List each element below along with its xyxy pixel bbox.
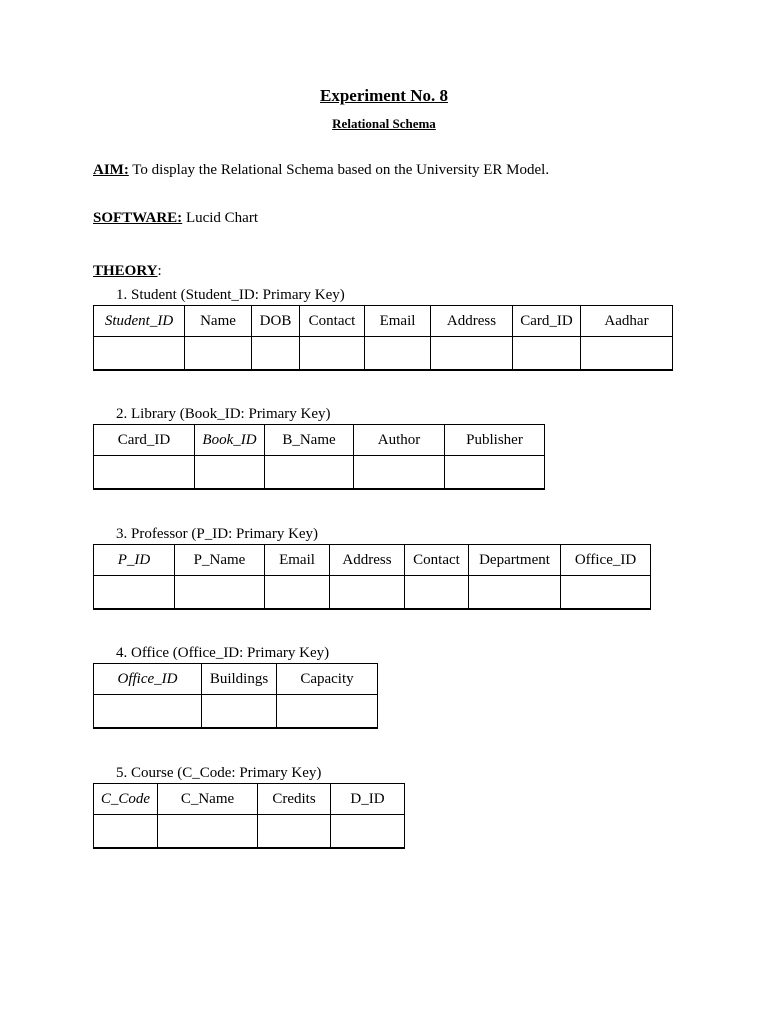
office-table bbox=[93, 663, 378, 729]
empty-cell bbox=[561, 576, 651, 610]
empty-cell bbox=[265, 576, 330, 610]
software-text: Lucid Chart bbox=[182, 210, 259, 226]
empty-cell bbox=[469, 576, 561, 610]
aim-label: AIM: bbox=[93, 162, 129, 178]
course-table bbox=[93, 783, 405, 849]
column-header: D_ID bbox=[331, 784, 405, 815]
column-header: Student_ID bbox=[94, 306, 185, 337]
empty-cell bbox=[300, 337, 365, 371]
empty-cell bbox=[94, 815, 158, 849]
table-row bbox=[94, 576, 651, 610]
software-label: SOFTWARE: bbox=[93, 210, 183, 226]
professor-table bbox=[93, 544, 651, 610]
empty-cell bbox=[252, 337, 300, 371]
column-header: Author bbox=[354, 425, 445, 456]
column-header: Card_ID bbox=[94, 425, 195, 456]
table-row bbox=[94, 695, 378, 729]
empty-cell bbox=[277, 695, 378, 729]
column-header: Book_ID bbox=[195, 425, 265, 456]
empty-cell bbox=[265, 456, 354, 490]
page-subtitle: Relational Schema bbox=[332, 116, 436, 131]
column-header: Email bbox=[265, 545, 330, 576]
empty-cell bbox=[202, 695, 277, 729]
student-caption: 1. Student (Student_ID: Primary Key) bbox=[116, 287, 345, 303]
empty-cell bbox=[94, 576, 175, 610]
empty-cell bbox=[354, 456, 445, 490]
column-header: Buildings bbox=[202, 664, 277, 695]
empty-cell bbox=[513, 337, 581, 371]
empty-cell bbox=[405, 576, 469, 610]
column-header: C_Name bbox=[158, 784, 258, 815]
column-header: DOB bbox=[252, 306, 300, 337]
column-header: P_Name bbox=[175, 545, 265, 576]
column-header: Contact bbox=[405, 545, 469, 576]
column-header: Office_ID bbox=[561, 545, 651, 576]
column-header: Card_ID bbox=[513, 306, 581, 337]
aim-text: To display the Relational Schema based on the University ER Model. bbox=[128, 162, 550, 178]
column-header: Contact bbox=[300, 306, 365, 337]
empty-cell bbox=[94, 695, 202, 729]
library-table bbox=[93, 424, 545, 490]
column-header: Address bbox=[330, 545, 405, 576]
empty-cell bbox=[445, 456, 545, 490]
empty-cell bbox=[175, 576, 265, 610]
table-header-row bbox=[94, 425, 545, 456]
empty-cell bbox=[185, 337, 252, 371]
theory-suffix: : bbox=[157, 263, 162, 279]
empty-cell bbox=[94, 456, 195, 490]
column-header: Department bbox=[469, 545, 561, 576]
library-caption: 2. Library (Book_ID: Primary Key) bbox=[116, 406, 331, 422]
column-header: Publisher bbox=[445, 425, 545, 456]
table-row bbox=[94, 456, 545, 490]
empty-cell bbox=[581, 337, 673, 371]
column-header: Aadhar bbox=[581, 306, 673, 337]
office-caption: 4. Office (Office_ID: Primary Key) bbox=[116, 645, 330, 661]
empty-cell bbox=[195, 456, 265, 490]
empty-cell bbox=[365, 337, 431, 371]
theory-label: THEORY bbox=[93, 263, 158, 279]
column-header: Address bbox=[431, 306, 513, 337]
empty-cell bbox=[258, 815, 331, 849]
column-header: C_Code bbox=[94, 784, 158, 815]
table-row bbox=[94, 337, 673, 371]
column-header: P_ID bbox=[94, 545, 175, 576]
empty-cell bbox=[431, 337, 513, 371]
course-caption: 5. Course (C_Code: Primary Key) bbox=[116, 765, 322, 781]
table-header-row bbox=[94, 306, 673, 337]
aim-line bbox=[93, 162, 549, 179]
theory-heading bbox=[93, 263, 162, 280]
column-header: Email bbox=[365, 306, 431, 337]
column-header: Credits bbox=[258, 784, 331, 815]
column-header: Name bbox=[185, 306, 252, 337]
table-header-row bbox=[94, 664, 378, 695]
column-header: Office_ID bbox=[94, 664, 202, 695]
empty-cell bbox=[94, 337, 185, 371]
professor-caption: 3. Professor (P_ID: Primary Key) bbox=[116, 526, 319, 542]
table-header-row bbox=[94, 784, 405, 815]
empty-cell bbox=[331, 815, 405, 849]
software-line bbox=[93, 210, 258, 227]
column-header: Capacity bbox=[277, 664, 378, 695]
column-header: B_Name bbox=[265, 425, 354, 456]
empty-cell bbox=[158, 815, 258, 849]
student-table bbox=[93, 305, 673, 371]
empty-cell bbox=[330, 576, 405, 610]
page-title: Experiment No. 8 bbox=[320, 86, 448, 105]
table-header-row bbox=[94, 545, 651, 576]
table-row bbox=[94, 815, 405, 849]
